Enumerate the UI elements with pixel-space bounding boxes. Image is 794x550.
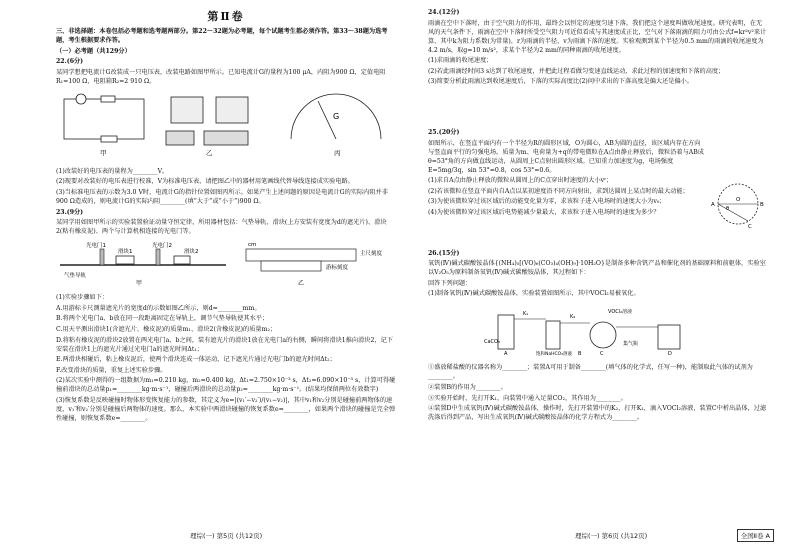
q26-head: 26.(15分) — [428, 249, 460, 257]
q23-step-d: D.将粘有橡皮泥的滑块2放置在两光电门a、b之间，装有遮光片的滑块1放在光电门a的右侧，瞬间将滑块1推向滑块2，记下安装在滑块1上的遮光片通过光电门a的遮光时间Δt₁； — [56, 336, 393, 353]
q23-step-b: B.将两个光电门a、b放在同一段距离固定在导轨上，调节气垫导轨使其水平； — [56, 315, 269, 323]
q23-step-f: F.改变滑块的质量，重复上述实验步骤。 — [56, 366, 167, 374]
q23-head: 23.(9分) — [56, 208, 84, 216]
q22-figures — [56, 89, 396, 164]
q26-sub1: (1)制备氧钒(Ⅳ)碱式碳酸铵晶体，实验装置如图所示，其中VOCl₂易被氧化。 — [428, 290, 640, 298]
q25-sub2: (2)若该微粒在竖直平面内自A点以某初速度沿不同方向射出，求到达圆周上某点时的最大动能； — [428, 187, 689, 195]
q23-sub3: (3)恢复系数是反映碰撞时物体形变恢复能力的参数，其定义为e=|(v₁′−v₂′)/(v₁−v₂)|，其中v₁和v₂分别是碰撞前两物体的速度，v₁′和v₂′分别是碰撞后两物体的速度。那么，本实验中两滑块碰撞的恢复系数e=________，如果两个滑块的碰撞是完全弹性碰撞，则恢复系数e=________。 — [56, 396, 396, 422]
q24-sub2: (2)若此雨滴经时间3 s达到了收尾速度，并把此过程看做匀变速直线运动，求此过程的加速度和下落的高度； — [428, 67, 725, 75]
q23-stem: 某同学用如图甲所示的实验装置验证动量守恒定律，所用器材包括：气垫导轨、滑块(上方安装有宽度为d的遮光片)、滑块2(粘有橡皮泥)、两个与计算机相连接的光电门等。 — [56, 219, 387, 236]
q25-head: 25.(20分) — [428, 128, 460, 136]
lab-label-8: C — [600, 351, 604, 358]
cm-label: cm — [248, 242, 257, 249]
q24-head: 24.(12分) — [428, 9, 460, 16]
q22-stem: 某同学想把电流计G改装成一只电压表，改装电路如图甲所示。已知电流计G的量程为100 μA，内阻为900 Ω，定值电阻R₁=100 Ω，电阻箱R₂=2 910 Ω。 — [56, 68, 386, 85]
point-c-label: C — [748, 223, 752, 229]
q24-sub3: (3)简要分析此雨滴达到收尾速度后，下落的实际高度比(2)问中求出的下落高度是偏大还是偏小。 — [428, 78, 694, 86]
q25-circle-diagram — [708, 179, 768, 229]
q26-item-d: ④装置D中生成氧钒(Ⅳ)碱式碳酸铵晶体，操作时，先打开装置中的K₂，打开K₁，滴入VOCl₂溶液，装置C中析出晶体，过滤洗涤后得到产品，写出生成氧钒(Ⅳ)碱式碳酸铵晶体的化学方程式为________。 — [428, 405, 767, 422]
q23-step-a: A.用游标卡尺测量遮光片的宽度d的示数如图乙所示，则d=________mm。 — [56, 304, 261, 312]
exam-badge: 全国Ⅱ卷 A — [737, 529, 774, 542]
lab-label-4: 饱和NaHCO₃溶液 — [536, 352, 572, 358]
q26-item-c: ③实验开始时，先打开K₁，向装置中通入足量CO₂，其作用为________。 — [428, 394, 627, 402]
q23-sub2: (2)某次实验中测得的一组数据为m₁=0.210 kg，m₂=0.400 kg，Δt₁=2.750×10⁻³ s，Δt₂=6.090×10⁻³ s，计算可得碰撞前滑块的总动量p₁=________kg·m·s⁻¹，碰撞后两滑块的总动量p₂=________kg·m·s⁻¹。(结果均保留两位有效数字) — [56, 377, 396, 394]
lab-label-9: D — [668, 351, 672, 358]
lab-label-5: 集气瓶 — [623, 341, 639, 348]
q26-prompt: 回答下列问题： — [428, 279, 472, 287]
point-o-label: O — [736, 196, 741, 203]
section-title: 第Ⅱ卷 — [207, 10, 245, 23]
q23-step-c: C.用天平测出滑块1(含遮光片、橡皮泥)的质量m₁、滑块2(含橡皮泥)的质量m₂； — [56, 325, 277, 333]
q22-sub2: (2)现要对改装好的电压表进行校准，V为标准电压表，请把图乙中的器材用笔画线代替导线连接成实验电路。 — [56, 178, 354, 186]
vernier-scale-label: 游标刻度 — [326, 265, 349, 272]
lab-label-0: CaCO₃ — [484, 339, 500, 346]
q23-step-e: E.两滑块相碰后，粘上橡皮泥后，使两个滑块连成一体运动，记下遮光片通过光电门b的遮光时间Δt₂； — [56, 356, 336, 364]
right-column — [428, 8, 768, 424]
q24-stem: 雨滴在空中下落时，由于空气阻力的作用，最终会以恒定的速度匀速下落，我们把这个速度叫做收尾速度。研究表明，在无风的天气条件下，雨滴在空中下落时所受空气阻力可近似看成与其速度成正比，空气对下落雨滴的阻力可由公式f=kr²v²来计算，其中k为阻力系数(为常量)，r为雨滴的半径，v为雨滴下落的速度。实验观测到某个半径为0.5 mm的雨滴的收尾速度为4.2 m/s，取g=10 m/s²，求某个半径为2 mm的同种雨滴的收尾速度。 — [428, 19, 767, 54]
q23-apparatus-diagram — [56, 239, 396, 287]
q22-head: 22.(6分) — [56, 58, 84, 66]
q22-sub1: (1)改装好的电压表的量程为________V。 — [56, 167, 169, 175]
q24-sub1: (1)求雨滴的收尾速度； — [428, 57, 493, 65]
q25-stem: 如图所示，在竖直平面内有一个半径为R的圆形区域，O为圆心，AB为圆的直径，该区域内存在方向与竖直面平行的匀强电场。质量为m、电荷量为+q的带电微粒在A点由静止释放后，微粒沿着与AB成θ=53°角的方向做直线运动，从圆周上C点射出圆形区域。已知重力加速度为g，电场强度E=5mg/3q，sin 53°=0.8，cos 53°=0.6。 — [428, 139, 704, 174]
footer-right-page: 理综(一) 第6页 (共12页) — [575, 532, 648, 540]
q22-circuit-diagram — [56, 89, 396, 161]
lab-label-7: B — [578, 351, 582, 358]
q26-item-b: ②装置B的作用为________。 — [428, 383, 507, 391]
q25-sub3: (3)为使该微粒穿过该区域后的动能变化量为零，求该粒子进入电场时的速度大小为v₀； — [428, 198, 666, 206]
rail-label: 气垫导轨 — [64, 273, 87, 280]
q25-sub1: (1)求自A点由静止释放的微粒从圆周上的C点穿出时速度的大小vᶜ； — [428, 177, 613, 185]
slider1-label: 滑块1 — [118, 249, 133, 256]
main-scale-label: 主尺刻度 — [360, 251, 383, 258]
point-a-label: A — [711, 201, 715, 208]
section-subintro: （一）必考题（共129分） — [56, 47, 131, 55]
fig-yi-label-2: 乙 — [298, 280, 305, 288]
footer-left-page: 理综(一) 第5页 (共12页) — [190, 532, 263, 540]
q26-apparatus-diagram — [428, 301, 768, 357]
q23-figures — [56, 239, 396, 290]
section-intro: 三、非选择题：本卷包括必考题和选考题两部分。第22～32题为必考题，每个试题考生都必须作答。第33～38题为选考题，考生根据要求作答。 — [56, 28, 388, 44]
q25-sub4: (4)为使该微粒穿过该区域后电势能减少量最大，求该粒子进入电场时的速度为多少？ — [428, 208, 660, 216]
fig-jia-label: 甲 — [100, 148, 107, 157]
q23-steps-head: (1)实验步骤如下： — [56, 294, 109, 302]
left-column — [56, 8, 396, 425]
lab-label-6: A — [504, 351, 508, 358]
fig-jia-label-2: 甲 — [136, 280, 143, 288]
q25-block — [428, 139, 768, 229]
q26-stem: 氧钒(Ⅳ)碱式碳酸铵晶体{(NH₄)₅[(VO)₆(CO₃)₄(OH)₉]·10H₂O}是制备多种含钒产品和催化剂的基础原料和前驱体，实验室以V₂O₅为原料制备氧钒(Ⅳ)碱式碳酸铵晶体，其过程如下： — [428, 260, 766, 277]
gate1-label: 光电门1 — [86, 243, 106, 250]
galvanometer-g-label: G — [333, 111, 340, 121]
lab-label-3: VOCl₂溶液 — [608, 309, 633, 316]
lab-label-2: K₂ — [570, 314, 576, 321]
q26-item-a: ①盛放稀盐酸的仪器名称为________；装置A可用于制备________(填气体的化学式，任写一种)，能制取此气体的试剂为________。 — [428, 364, 753, 381]
lab-label-1: K₁ — [523, 311, 529, 318]
theta-label: θ — [726, 205, 730, 212]
fig-bing-label: 丙 — [334, 148, 341, 157]
slider2-label: 滑块2 — [184, 249, 199, 256]
gate2-label: 光电门2 — [152, 243, 172, 250]
q22-sub3: (3)当标准电压表的示数为3.0 V时，电流计G的指针位置如图丙所示。如果产生上述问题的原因是电流计G的实际内阻并非900 Ω造成的，则电流计G的实际内阻________(填“大于”或“小于”)900 Ω。 — [56, 188, 388, 205]
point-b-label: B — [760, 201, 764, 208]
q26-figure — [428, 301, 768, 360]
fig-yi-label: 乙 — [206, 148, 213, 157]
answer-space-24 — [428, 88, 768, 128]
